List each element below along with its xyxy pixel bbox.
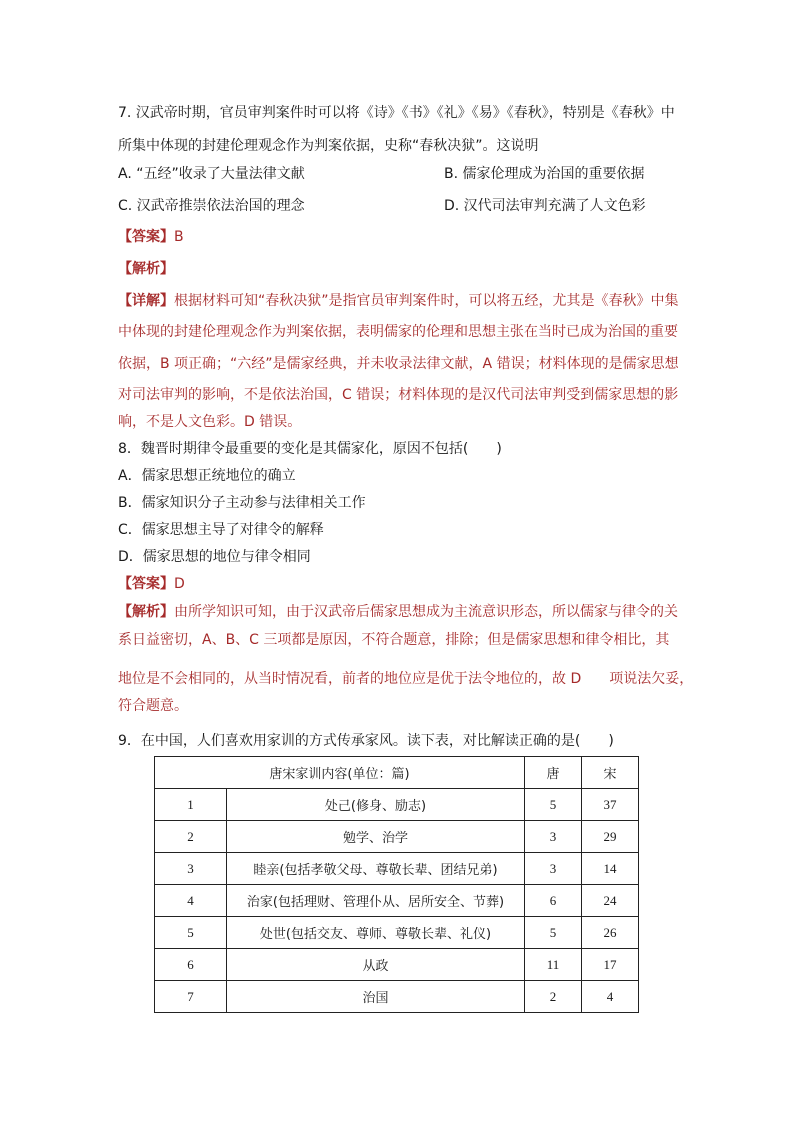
q8-answer: [118, 574, 185, 594]
table-cell-tang: 5: [525, 917, 582, 949]
table-cell-song: 29: [582, 821, 639, 853]
table-cell-song: 26: [582, 917, 639, 949]
table-cell-tang: 3: [525, 853, 582, 885]
table-cell-content: 治国: [227, 981, 525, 1013]
q7-answer-label: 【答案】: [118, 229, 174, 245]
table-cell-tang: 6: [525, 885, 582, 917]
table-cell-content: 处己(修身、励志): [227, 789, 525, 821]
q8-answer-label: 【答案】: [118, 576, 174, 592]
table-header-tang: 唐: [525, 757, 582, 789]
table-cell-song: 17: [582, 949, 639, 981]
table-row: [155, 917, 639, 949]
q7-option-c: C. 汉武帝推崇依法治国的理念: [118, 198, 305, 214]
table-cell-tang: 11: [525, 949, 582, 981]
q8-option-b: B．儒家知识分子主动参与法律相关工作: [118, 495, 366, 511]
table-cell-index: 7: [155, 981, 227, 1013]
q8-stem: 8．魏晋时期律令最重要的变化是其儒家化，原因不包括( ): [118, 441, 502, 457]
table-header-song: 宋: [582, 757, 639, 789]
family-instruction-table: [154, 756, 639, 1013]
q7-detail-label: 【详解】: [118, 293, 174, 309]
q7-stem-line-1: 7. 汉武帝时期，官员审判案件时可以将《诗》《书》《礼》《易》《春秋》，特别是《春秋》中: [118, 105, 675, 121]
q7-option-b: B. 儒家伦理成为治国的重要依据: [444, 166, 645, 182]
q8-option-a: A．儒家思想正统地位的确立: [118, 468, 296, 484]
q7-detail-line-5: 响，不是人文色彩。D 错误。: [118, 414, 302, 430]
table-cell-song: 14: [582, 853, 639, 885]
q7-option-a: A. “五经”收录了大量法律文献: [118, 166, 305, 182]
table-row: [155, 981, 639, 1013]
q8-option-d: D．儒家思想的地位与律令相同: [118, 549, 311, 565]
q8-analysis-label: 【解析】: [118, 604, 174, 620]
table-header-row: [155, 757, 639, 789]
q8-analysis-line-2: 系日益密切，A、B、C 三项都是原因，不符合题意，排除；但是儒家思想和律令相比，其: [118, 632, 670, 648]
q8-answer-value: D: [174, 576, 185, 592]
q7-stem-line-2: 所集中体现的封建伦理观念作为判案依据，史称“春秋决狱”。这说明: [118, 138, 539, 154]
table-cell-index: 6: [155, 949, 227, 981]
table-cell-song: 24: [582, 885, 639, 917]
q7-detail-line-1: [118, 291, 679, 311]
table-cell-song: 4: [582, 981, 639, 1013]
q7-option-d: D. 汉代司法审判充满了人文色彩: [444, 198, 646, 214]
q7-answer-value: B: [174, 229, 184, 245]
q7-detail-line-3: 依据，B 项正确；“六经”是儒家经典，并未收录法律文献，A 错误；材料体现的是儒家思想: [118, 356, 679, 372]
table-cell-index: 1: [155, 789, 227, 821]
table-cell-tang: 2: [525, 981, 582, 1013]
table-cell-tang: 3: [525, 821, 582, 853]
q8-option-c: C．儒家思想主导了对律令的解释: [118, 522, 324, 538]
table-row: [155, 949, 639, 981]
table-cell-index: 4: [155, 885, 227, 917]
table-row: [155, 821, 639, 853]
table-cell-content: 处世(包括交友、尊师、尊敬长辈、礼仪): [227, 917, 525, 949]
table-cell-content: 勉学、治学: [227, 821, 525, 853]
table-row: [155, 885, 639, 917]
q8-analysis-line-4: 符合题意。: [118, 698, 188, 714]
table-cell-tang: 5: [525, 789, 582, 821]
table-row: [155, 789, 639, 821]
q7-analysis-label: 【解析】: [118, 261, 174, 277]
q9-stem: 9．在中国，人们喜欢用家训的方式传承家风。读下表，对比解读正确的是( ): [118, 733, 614, 749]
q7-answer: [118, 227, 184, 247]
table-cell-song: 37: [582, 789, 639, 821]
table-row: [155, 853, 639, 885]
q8-analysis-line-1: [118, 602, 678, 622]
q7-detail-line-2: 中体现的封建伦理观念作为判案依据，表明儒家的伦理和思想主张在当时已成为治国的重要: [118, 324, 678, 340]
q7-detail-line-4: 对司法审判的影响，不是依法治国，C 错误；材料体现的是汉代司法审判受到儒家思想的影: [118, 387, 679, 403]
table-cell-index: 2: [155, 821, 227, 853]
q7-detail-text-1: 根据材料可知“春秋决狱”是指官员审判案件时，可以将五经，尤其是《春秋》中集: [174, 293, 679, 309]
table-cell-index: 3: [155, 853, 227, 885]
table-cell-content: 从政: [227, 949, 525, 981]
table-cell-index: 5: [155, 917, 227, 949]
table-cell-content: 睦亲(包括孝敬父母、尊敬长辈、团结兄弟): [227, 853, 525, 885]
q8-analysis-text-1: 由所学知识可知，由于汉武帝后儒家思想成为主流意识形态，所以儒家与律令的关: [174, 604, 678, 620]
q8-analysis-line-3: 地位是不会相同的，从当时情况看，前者的地位应是优于法令地位的，故 D 项说法欠妥，: [118, 671, 694, 687]
table-header-content: 唐宋家训内容(单位：篇): [155, 757, 525, 789]
table-cell-content: 治家(包括理财、管理仆从、居所安全、节葬): [227, 885, 525, 917]
